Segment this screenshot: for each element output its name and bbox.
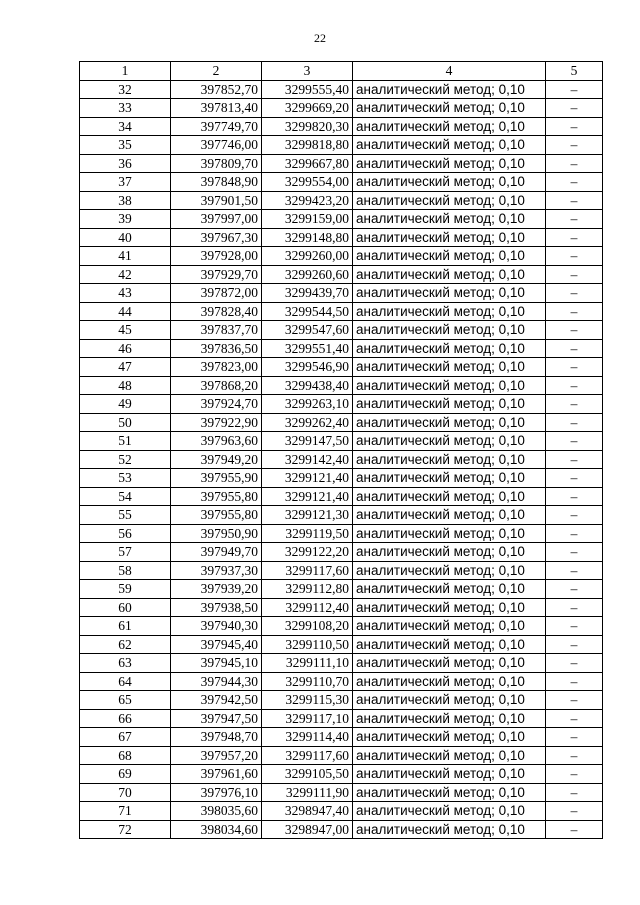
y-coordinate-cell: 3299551,40 <box>262 339 353 358</box>
y-coordinate-cell: 3299669,20 <box>262 99 353 118</box>
table-row <box>80 413 603 432</box>
note-cell: – <box>546 487 603 506</box>
method-cell: аналитический метод; 0,10 <box>353 284 546 303</box>
method-cell: аналитический метод; 0,10 <box>353 395 546 414</box>
note-cell: – <box>546 154 603 173</box>
method-cell: аналитический метод; 0,10 <box>353 154 546 173</box>
x-coordinate-cell: 397868,20 <box>171 376 262 395</box>
x-coordinate-cell: 397938,50 <box>171 598 262 617</box>
method-cell: аналитический метод; 0,10 <box>353 413 546 432</box>
x-coordinate-cell: 397809,70 <box>171 154 262 173</box>
note-cell: – <box>546 413 603 432</box>
x-coordinate-cell: 397836,50 <box>171 339 262 358</box>
y-coordinate-cell: 3298947,40 <box>262 802 353 821</box>
point-number-cell: 44 <box>80 302 171 321</box>
table-row <box>80 598 603 617</box>
point-number-cell: 54 <box>80 487 171 506</box>
table-row <box>80 80 603 99</box>
page-number: 22 <box>314 31 326 45</box>
note-cell: – <box>546 691 603 710</box>
x-coordinate-cell: 397945,40 <box>171 635 262 654</box>
note-cell: – <box>546 136 603 155</box>
method-cell: аналитический метод; 0,10 <box>353 746 546 765</box>
y-coordinate-cell: 3299114,40 <box>262 728 353 747</box>
point-number-cell: 37 <box>80 173 171 192</box>
x-coordinate-cell: 397957,20 <box>171 746 262 765</box>
method-cell: аналитический метод; 0,10 <box>353 820 546 839</box>
x-coordinate-cell: 397976,10 <box>171 783 262 802</box>
point-number-cell: 32 <box>80 80 171 99</box>
x-coordinate-cell: 397963,60 <box>171 432 262 451</box>
table-body <box>80 80 603 839</box>
method-cell: аналитический метод; 0,10 <box>353 321 546 340</box>
x-coordinate-cell: 397823,00 <box>171 358 262 377</box>
note-cell: – <box>546 635 603 654</box>
x-coordinate-cell: 397955,80 <box>171 487 262 506</box>
y-coordinate-cell: 3299111,90 <box>262 783 353 802</box>
method-cell: аналитический метод; 0,10 <box>353 136 546 155</box>
method-cell: аналитический метод; 0,10 <box>353 543 546 562</box>
method-cell: аналитический метод; 0,10 <box>353 358 546 377</box>
x-coordinate-cell: 397955,80 <box>171 506 262 525</box>
y-coordinate-cell: 3299112,40 <box>262 598 353 617</box>
table-row <box>80 524 603 543</box>
y-coordinate-cell: 3299555,40 <box>262 80 353 99</box>
method-cell: аналитический метод; 0,10 <box>353 635 546 654</box>
point-number-cell: 58 <box>80 561 171 580</box>
x-coordinate-cell: 397928,00 <box>171 247 262 266</box>
table-row <box>80 376 603 395</box>
point-number-cell: 60 <box>80 598 171 617</box>
x-coordinate-cell: 397813,40 <box>171 99 262 118</box>
point-number-cell: 68 <box>80 746 171 765</box>
note-cell: – <box>546 765 603 784</box>
note-cell: – <box>546 746 603 765</box>
point-number-cell: 50 <box>80 413 171 432</box>
x-coordinate-cell: 397947,50 <box>171 709 262 728</box>
x-coordinate-cell: 397949,20 <box>171 450 262 469</box>
point-number-cell: 52 <box>80 450 171 469</box>
table-row <box>80 691 603 710</box>
point-number-cell: 41 <box>80 247 171 266</box>
method-cell: аналитический метод; 0,10 <box>353 80 546 99</box>
x-coordinate-cell: 397937,30 <box>171 561 262 580</box>
y-coordinate-cell: 3299115,30 <box>262 691 353 710</box>
y-coordinate-cell: 3299110,50 <box>262 635 353 654</box>
point-number-cell: 64 <box>80 672 171 691</box>
note-cell: – <box>546 709 603 728</box>
x-coordinate-cell: 397967,30 <box>171 228 262 247</box>
method-cell: аналитический метод; 0,10 <box>353 487 546 506</box>
method-cell: аналитический метод; 0,10 <box>353 450 546 469</box>
y-coordinate-cell: 3299159,00 <box>262 210 353 229</box>
y-coordinate-cell: 3299121,40 <box>262 487 353 506</box>
method-cell: аналитический метод; 0,10 <box>353 561 546 580</box>
y-coordinate-cell: 3299423,20 <box>262 191 353 210</box>
point-number-cell: 40 <box>80 228 171 247</box>
note-cell: – <box>546 80 603 99</box>
table-row <box>80 432 603 451</box>
x-coordinate-cell: 397949,70 <box>171 543 262 562</box>
point-number-cell: 70 <box>80 783 171 802</box>
note-cell: – <box>546 302 603 321</box>
column-header: 2 <box>171 62 262 81</box>
x-coordinate-cell: 397942,50 <box>171 691 262 710</box>
x-coordinate-cell: 397922,90 <box>171 413 262 432</box>
x-coordinate-cell: 397939,20 <box>171 580 262 599</box>
y-coordinate-cell: 3299260,60 <box>262 265 353 284</box>
x-coordinate-cell: 397944,30 <box>171 672 262 691</box>
method-cell: аналитический метод; 0,10 <box>353 210 546 229</box>
note-cell: – <box>546 783 603 802</box>
table-row <box>80 191 603 210</box>
table-row <box>80 450 603 469</box>
method-cell: аналитический метод; 0,10 <box>353 580 546 599</box>
table-row <box>80 339 603 358</box>
method-cell: аналитический метод; 0,10 <box>353 173 546 192</box>
table-row <box>80 765 603 784</box>
y-coordinate-cell: 3299111,10 <box>262 654 353 673</box>
x-coordinate-cell: 397948,70 <box>171 728 262 747</box>
note-cell: – <box>546 543 603 562</box>
table-row <box>80 302 603 321</box>
table-row <box>80 506 603 525</box>
method-cell: аналитический метод; 0,10 <box>353 99 546 118</box>
note-cell: – <box>546 228 603 247</box>
x-coordinate-cell: 397961,60 <box>171 765 262 784</box>
method-cell: аналитический метод; 0,10 <box>353 672 546 691</box>
table-row <box>80 783 603 802</box>
note-cell: – <box>546 358 603 377</box>
table-row <box>80 746 603 765</box>
note-cell: – <box>546 376 603 395</box>
point-number-cell: 35 <box>80 136 171 155</box>
note-cell: – <box>546 321 603 340</box>
table-row <box>80 154 603 173</box>
table-header-row <box>80 62 603 81</box>
note-cell: – <box>546 265 603 284</box>
y-coordinate-cell: 3299820,30 <box>262 117 353 136</box>
y-coordinate-cell: 3299110,70 <box>262 672 353 691</box>
x-coordinate-cell: 397955,90 <box>171 469 262 488</box>
x-coordinate-cell: 398035,60 <box>171 802 262 821</box>
x-coordinate-cell: 397945,10 <box>171 654 262 673</box>
note-cell: – <box>546 820 603 839</box>
method-cell: аналитический метод; 0,10 <box>353 783 546 802</box>
table-row <box>80 117 603 136</box>
y-coordinate-cell: 3299121,40 <box>262 469 353 488</box>
point-number-cell: 72 <box>80 820 171 839</box>
method-cell: аналитический метод; 0,10 <box>353 802 546 821</box>
table-row <box>80 265 603 284</box>
x-coordinate-cell: 397901,50 <box>171 191 262 210</box>
y-coordinate-cell: 3299546,90 <box>262 358 353 377</box>
point-number-cell: 38 <box>80 191 171 210</box>
table-row <box>80 210 603 229</box>
point-number-cell: 67 <box>80 728 171 747</box>
note-cell: – <box>546 247 603 266</box>
note-cell: – <box>546 580 603 599</box>
y-coordinate-cell: 3299554,00 <box>262 173 353 192</box>
method-cell: аналитический метод; 0,10 <box>353 617 546 636</box>
note-cell: – <box>546 672 603 691</box>
method-cell: аналитический метод; 0,10 <box>353 506 546 525</box>
y-coordinate-cell: 3298947,00 <box>262 820 353 839</box>
table-row <box>80 99 603 118</box>
method-cell: аналитический метод; 0,10 <box>353 228 546 247</box>
x-coordinate-cell: 397872,00 <box>171 284 262 303</box>
point-number-cell: 69 <box>80 765 171 784</box>
note-cell: – <box>546 432 603 451</box>
x-coordinate-cell: 397929,70 <box>171 265 262 284</box>
point-number-cell: 48 <box>80 376 171 395</box>
point-number-cell: 43 <box>80 284 171 303</box>
point-number-cell: 57 <box>80 543 171 562</box>
column-header: 4 <box>353 62 546 81</box>
y-coordinate-cell: 3299438,40 <box>262 376 353 395</box>
method-cell: аналитический метод; 0,10 <box>353 765 546 784</box>
note-cell: – <box>546 802 603 821</box>
note-cell: – <box>546 284 603 303</box>
x-coordinate-cell: 397950,90 <box>171 524 262 543</box>
method-cell: аналитический метод; 0,10 <box>353 247 546 266</box>
y-coordinate-cell: 3299142,40 <box>262 450 353 469</box>
y-coordinate-cell: 3299547,60 <box>262 321 353 340</box>
note-cell: – <box>546 469 603 488</box>
table-row <box>80 709 603 728</box>
point-number-cell: 42 <box>80 265 171 284</box>
table-row <box>80 820 603 839</box>
point-number-cell: 46 <box>80 339 171 358</box>
method-cell: аналитический метод; 0,10 <box>353 598 546 617</box>
point-number-cell: 47 <box>80 358 171 377</box>
coordinates-table <box>79 61 603 839</box>
method-cell: аналитический метод; 0,10 <box>353 432 546 451</box>
point-number-cell: 66 <box>80 709 171 728</box>
note-cell: – <box>546 117 603 136</box>
note-cell: – <box>546 524 603 543</box>
note-cell: – <box>546 728 603 747</box>
table-row <box>80 395 603 414</box>
note-cell: – <box>546 617 603 636</box>
y-coordinate-cell: 3299260,00 <box>262 247 353 266</box>
y-coordinate-cell: 3299117,60 <box>262 746 353 765</box>
y-coordinate-cell: 3299148,80 <box>262 228 353 247</box>
table-row <box>80 543 603 562</box>
method-cell: аналитический метод; 0,10 <box>353 654 546 673</box>
method-cell: аналитический метод; 0,10 <box>353 709 546 728</box>
point-number-cell: 71 <box>80 802 171 821</box>
note-cell: – <box>546 450 603 469</box>
note-cell: – <box>546 598 603 617</box>
column-header: 1 <box>80 62 171 81</box>
x-coordinate-cell: 397940,30 <box>171 617 262 636</box>
table-row <box>80 635 603 654</box>
x-coordinate-cell: 397749,70 <box>171 117 262 136</box>
table-row <box>80 487 603 506</box>
y-coordinate-cell: 3299112,80 <box>262 580 353 599</box>
method-cell: аналитический метод; 0,10 <box>353 339 546 358</box>
table-row <box>80 228 603 247</box>
table-row <box>80 284 603 303</box>
note-cell: – <box>546 561 603 580</box>
y-coordinate-cell: 3299818,80 <box>262 136 353 155</box>
point-number-cell: 45 <box>80 321 171 340</box>
method-cell: аналитический метод; 0,10 <box>353 524 546 543</box>
y-coordinate-cell: 3299105,50 <box>262 765 353 784</box>
point-number-cell: 39 <box>80 210 171 229</box>
point-number-cell: 36 <box>80 154 171 173</box>
x-coordinate-cell: 398034,60 <box>171 820 262 839</box>
point-number-cell: 33 <box>80 99 171 118</box>
table-row <box>80 561 603 580</box>
x-coordinate-cell: 397997,00 <box>171 210 262 229</box>
table-row <box>80 321 603 340</box>
method-cell: аналитический метод; 0,10 <box>353 302 546 321</box>
table-row <box>80 469 603 488</box>
table-row <box>80 358 603 377</box>
y-coordinate-cell: 3299263,10 <box>262 395 353 414</box>
point-number-cell: 61 <box>80 617 171 636</box>
table-row <box>80 247 603 266</box>
point-number-cell: 53 <box>80 469 171 488</box>
y-coordinate-cell: 3299544,50 <box>262 302 353 321</box>
y-coordinate-cell: 3299147,50 <box>262 432 353 451</box>
table-row <box>80 617 603 636</box>
note-cell: – <box>546 173 603 192</box>
method-cell: аналитический метод; 0,10 <box>353 265 546 284</box>
x-coordinate-cell: 397828,40 <box>171 302 262 321</box>
y-coordinate-cell: 3299117,60 <box>262 561 353 580</box>
x-coordinate-cell: 397837,70 <box>171 321 262 340</box>
note-cell: – <box>546 210 603 229</box>
x-coordinate-cell: 397848,90 <box>171 173 262 192</box>
y-coordinate-cell: 3299108,20 <box>262 617 353 636</box>
point-number-cell: 65 <box>80 691 171 710</box>
y-coordinate-cell: 3299122,20 <box>262 543 353 562</box>
method-cell: аналитический метод; 0,10 <box>353 376 546 395</box>
note-cell: – <box>546 339 603 358</box>
point-number-cell: 56 <box>80 524 171 543</box>
note-cell: – <box>546 99 603 118</box>
table-row <box>80 173 603 192</box>
x-coordinate-cell: 397746,00 <box>171 136 262 155</box>
table-row <box>80 728 603 747</box>
point-number-cell: 49 <box>80 395 171 414</box>
point-number-cell: 63 <box>80 654 171 673</box>
x-coordinate-cell: 397852,70 <box>171 80 262 99</box>
column-header: 3 <box>262 62 353 81</box>
method-cell: аналитический метод; 0,10 <box>353 691 546 710</box>
note-cell: – <box>546 191 603 210</box>
column-header: 5 <box>546 62 603 81</box>
table-row <box>80 672 603 691</box>
method-cell: аналитический метод; 0,10 <box>353 728 546 747</box>
method-cell: аналитический метод; 0,10 <box>353 117 546 136</box>
point-number-cell: 55 <box>80 506 171 525</box>
y-coordinate-cell: 3299439,70 <box>262 284 353 303</box>
y-coordinate-cell: 3299121,30 <box>262 506 353 525</box>
method-cell: аналитический метод; 0,10 <box>353 469 546 488</box>
note-cell: – <box>546 395 603 414</box>
table-row <box>80 580 603 599</box>
y-coordinate-cell: 3299119,50 <box>262 524 353 543</box>
point-number-cell: 51 <box>80 432 171 451</box>
y-coordinate-cell: 3299262,40 <box>262 413 353 432</box>
table-row <box>80 654 603 673</box>
y-coordinate-cell: 3299117,10 <box>262 709 353 728</box>
table-row <box>80 136 603 155</box>
table-row <box>80 802 603 821</box>
note-cell: – <box>546 506 603 525</box>
point-number-cell: 59 <box>80 580 171 599</box>
point-number-cell: 34 <box>80 117 171 136</box>
point-number-cell: 62 <box>80 635 171 654</box>
y-coordinate-cell: 3299667,80 <box>262 154 353 173</box>
x-coordinate-cell: 397924,70 <box>171 395 262 414</box>
note-cell: – <box>546 654 603 673</box>
method-cell: аналитический метод; 0,10 <box>353 191 546 210</box>
